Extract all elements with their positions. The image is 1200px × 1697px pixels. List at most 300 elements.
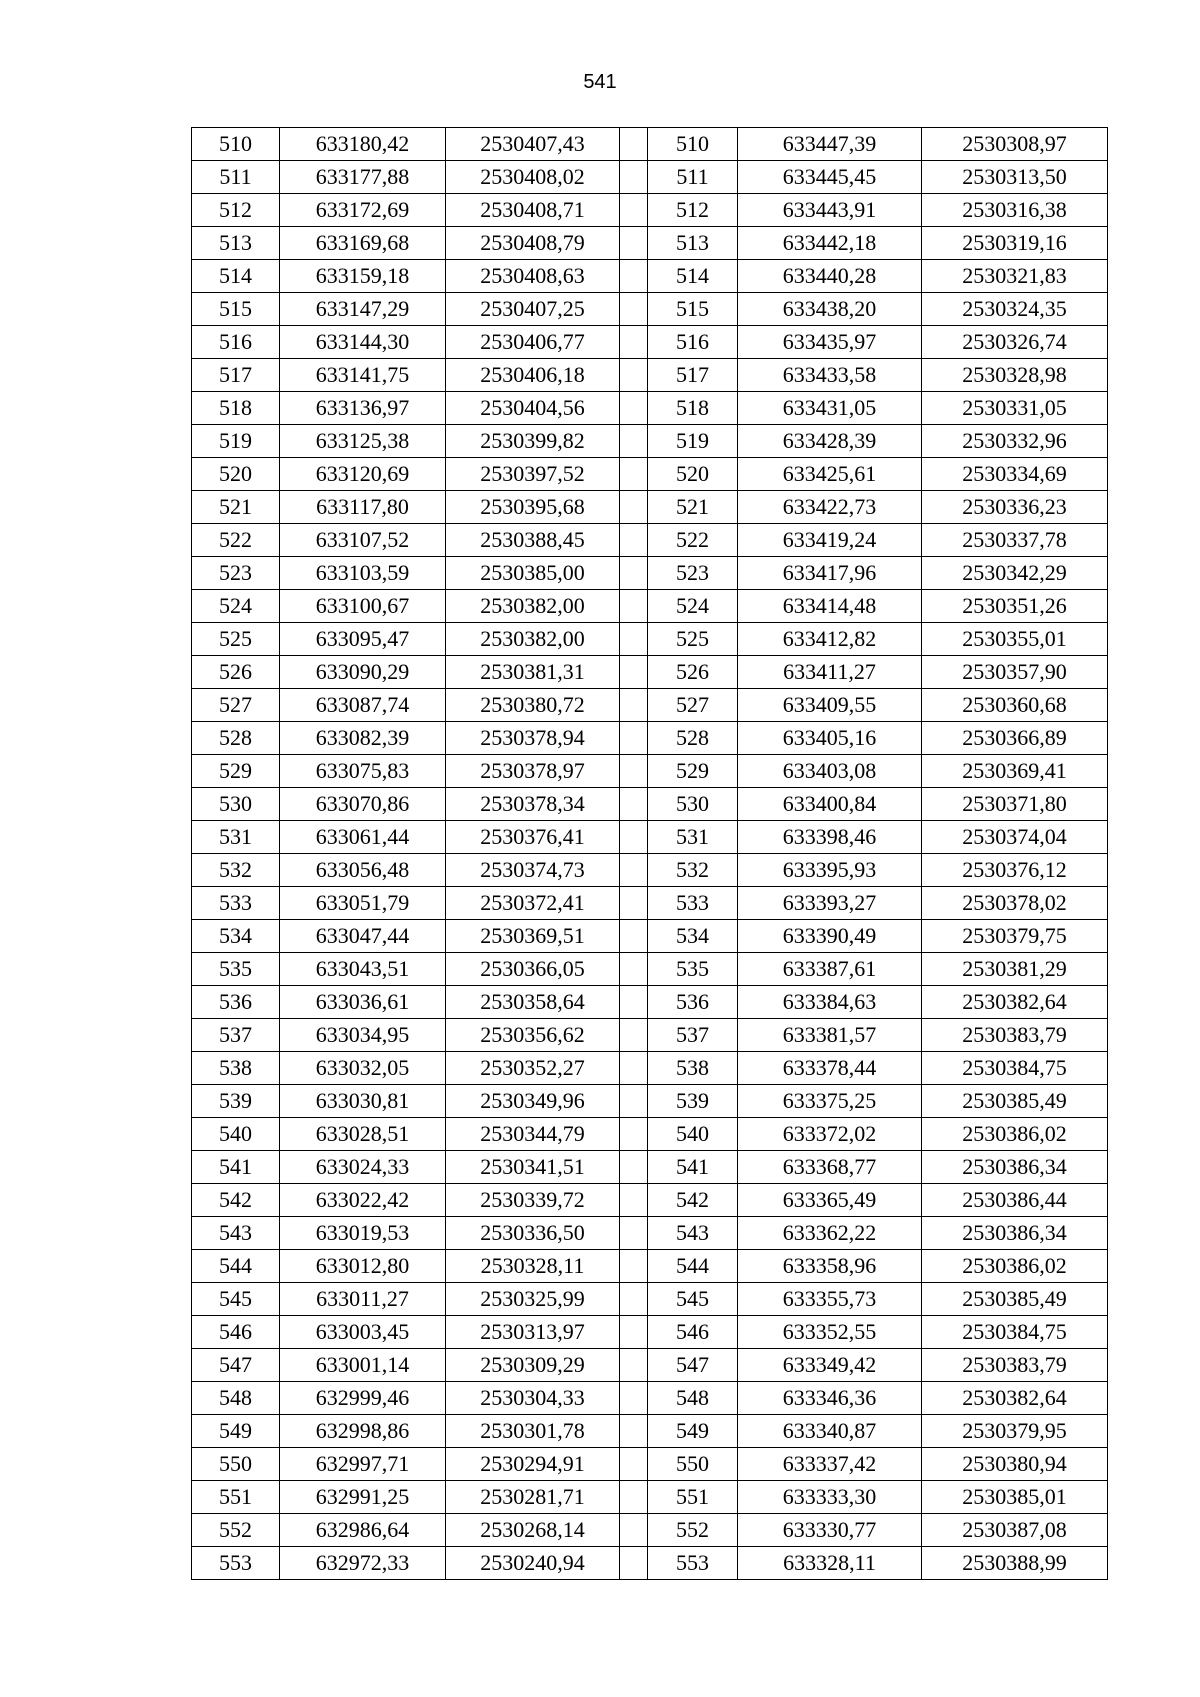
x-coordinate-left: 633011,27 <box>280 1283 446 1316</box>
x-coordinate-left: 633180,42 <box>280 128 446 161</box>
point-number-left: 512 <box>192 194 280 227</box>
x-coordinate-left: 633120,69 <box>280 458 446 491</box>
table-row <box>192 623 1108 656</box>
x-coordinate-left: 633144,30 <box>280 326 446 359</box>
y-coordinate-left: 2530328,11 <box>446 1250 620 1283</box>
table-row <box>192 1382 1108 1415</box>
spacer-cell <box>620 1481 648 1514</box>
point-number-left: 543 <box>192 1217 280 1250</box>
point-number-left: 529 <box>192 755 280 788</box>
y-coordinate-right: 2530383,79 <box>922 1019 1108 1052</box>
point-number-right: 539 <box>648 1085 738 1118</box>
spacer-cell <box>620 1349 648 1382</box>
y-coordinate-right: 2530385,01 <box>922 1481 1108 1514</box>
table-row <box>192 920 1108 953</box>
y-coordinate-left: 2530388,45 <box>446 524 620 557</box>
y-coordinate-left: 2530382,00 <box>446 623 620 656</box>
y-coordinate-left: 2530408,63 <box>446 260 620 293</box>
y-coordinate-left: 2530385,00 <box>446 557 620 590</box>
point-number-left: 515 <box>192 293 280 326</box>
table-row <box>192 788 1108 821</box>
point-number-left: 518 <box>192 392 280 425</box>
spacer-cell <box>620 359 648 392</box>
spacer-cell <box>620 1283 648 1316</box>
table-row <box>192 821 1108 854</box>
point-number-right: 551 <box>648 1481 738 1514</box>
y-coordinate-left: 2530382,00 <box>446 590 620 623</box>
table-row <box>192 1118 1108 1151</box>
y-coordinate-left: 2530408,02 <box>446 161 620 194</box>
y-coordinate-left: 2530339,72 <box>446 1184 620 1217</box>
table-row <box>192 887 1108 920</box>
x-coordinate-right: 633378,44 <box>738 1052 922 1085</box>
spacer-cell <box>620 788 648 821</box>
x-coordinate-left: 633147,29 <box>280 293 446 326</box>
point-number-right: 515 <box>648 293 738 326</box>
point-number-left: 552 <box>192 1514 280 1547</box>
point-number-right: 547 <box>648 1349 738 1382</box>
table-row <box>192 557 1108 590</box>
point-number-right: 525 <box>648 623 738 656</box>
table-row <box>192 1481 1108 1514</box>
x-coordinate-left: 633095,47 <box>280 623 446 656</box>
x-coordinate-left: 633082,39 <box>280 722 446 755</box>
x-coordinate-right: 633435,97 <box>738 326 922 359</box>
point-number-left: 513 <box>192 227 280 260</box>
table-row <box>192 392 1108 425</box>
point-number-right: 537 <box>648 1019 738 1052</box>
spacer-cell <box>620 227 648 260</box>
x-coordinate-right: 633358,96 <box>738 1250 922 1283</box>
x-coordinate-right: 633372,02 <box>738 1118 922 1151</box>
point-number-left: 537 <box>192 1019 280 1052</box>
spacer-cell <box>620 623 648 656</box>
y-coordinate-right: 2530382,64 <box>922 1382 1108 1415</box>
y-coordinate-right: 2530386,02 <box>922 1250 1108 1283</box>
point-number-right: 530 <box>648 788 738 821</box>
spacer-cell <box>620 392 648 425</box>
table-row <box>192 755 1108 788</box>
x-coordinate-right: 633328,11 <box>738 1547 922 1580</box>
point-number-left: 547 <box>192 1349 280 1382</box>
y-coordinate-right: 2530324,35 <box>922 293 1108 326</box>
x-coordinate-right: 633438,20 <box>738 293 922 326</box>
y-coordinate-left: 2530336,50 <box>446 1217 620 1250</box>
y-coordinate-right: 2530357,90 <box>922 656 1108 689</box>
y-coordinate-left: 2530378,94 <box>446 722 620 755</box>
table-row <box>192 1547 1108 1580</box>
x-coordinate-right: 633422,73 <box>738 491 922 524</box>
y-coordinate-right: 2530374,04 <box>922 821 1108 854</box>
spacer-cell <box>620 425 648 458</box>
point-number-right: 538 <box>648 1052 738 1085</box>
spacer-cell <box>620 1448 648 1481</box>
point-number-right: 514 <box>648 260 738 293</box>
x-coordinate-right: 633340,87 <box>738 1415 922 1448</box>
x-coordinate-left: 633043,51 <box>280 953 446 986</box>
x-coordinate-right: 633365,49 <box>738 1184 922 1217</box>
spacer-cell <box>620 821 648 854</box>
y-coordinate-right: 2530387,08 <box>922 1514 1108 1547</box>
spacer-cell <box>620 887 648 920</box>
point-number-right: 513 <box>648 227 738 260</box>
point-number-right: 518 <box>648 392 738 425</box>
y-coordinate-left: 2530407,25 <box>446 293 620 326</box>
x-coordinate-right: 633445,45 <box>738 161 922 194</box>
x-coordinate-left: 633090,29 <box>280 656 446 689</box>
point-number-left: 542 <box>192 1184 280 1217</box>
point-number-right: 519 <box>648 425 738 458</box>
x-coordinate-left: 633001,14 <box>280 1349 446 1382</box>
x-coordinate-left: 633070,86 <box>280 788 446 821</box>
coordinates-table <box>191 127 1108 1580</box>
table-row <box>192 953 1108 986</box>
y-coordinate-right: 2530313,50 <box>922 161 1108 194</box>
x-coordinate-right: 633337,42 <box>738 1448 922 1481</box>
x-coordinate-left: 632999,46 <box>280 1382 446 1415</box>
point-number-left: 522 <box>192 524 280 557</box>
table-row <box>192 1448 1108 1481</box>
y-coordinate-left: 2530374,73 <box>446 854 620 887</box>
spacer-cell <box>620 1415 648 1448</box>
spacer-cell <box>620 1316 648 1349</box>
spacer-cell <box>620 293 648 326</box>
y-coordinate-left: 2530406,77 <box>446 326 620 359</box>
x-coordinate-left: 632998,86 <box>280 1415 446 1448</box>
x-coordinate-left: 633030,81 <box>280 1085 446 1118</box>
spacer-cell <box>620 1184 648 1217</box>
x-coordinate-left: 632991,25 <box>280 1481 446 1514</box>
x-coordinate-left: 633061,44 <box>280 821 446 854</box>
spacer-cell <box>620 953 648 986</box>
table-row <box>192 1217 1108 1250</box>
point-number-left: 541 <box>192 1151 280 1184</box>
y-coordinate-right: 2530383,79 <box>922 1349 1108 1382</box>
x-coordinate-right: 633425,61 <box>738 458 922 491</box>
y-coordinate-left: 2530349,96 <box>446 1085 620 1118</box>
x-coordinate-right: 633368,77 <box>738 1151 922 1184</box>
spacer-cell <box>620 326 648 359</box>
table-row <box>192 161 1108 194</box>
point-number-left: 526 <box>192 656 280 689</box>
y-coordinate-right: 2530342,29 <box>922 557 1108 590</box>
x-coordinate-right: 633431,05 <box>738 392 922 425</box>
point-number-left: 549 <box>192 1415 280 1448</box>
x-coordinate-left: 632986,64 <box>280 1514 446 1547</box>
page-number: 541 <box>583 71 617 93</box>
y-coordinate-left: 2530397,52 <box>446 458 620 491</box>
point-number-right: 546 <box>648 1316 738 1349</box>
y-coordinate-right: 2530371,80 <box>922 788 1108 821</box>
point-number-right: 532 <box>648 854 738 887</box>
x-coordinate-left: 633022,42 <box>280 1184 446 1217</box>
x-coordinate-left: 633177,88 <box>280 161 446 194</box>
point-number-right: 520 <box>648 458 738 491</box>
point-number-left: 546 <box>192 1316 280 1349</box>
y-coordinate-right: 2530308,97 <box>922 128 1108 161</box>
point-number-right: 521 <box>648 491 738 524</box>
x-coordinate-right: 633384,63 <box>738 986 922 1019</box>
point-number-right: 548 <box>648 1382 738 1415</box>
spacer-cell <box>620 557 648 590</box>
point-number-right: 524 <box>648 590 738 623</box>
x-coordinate-right: 633330,77 <box>738 1514 922 1547</box>
point-number-left: 510 <box>192 128 280 161</box>
coordinates-table-body <box>192 128 1108 1580</box>
spacer-cell <box>620 656 648 689</box>
point-number-right: 528 <box>648 722 738 755</box>
point-number-right: 516 <box>648 326 738 359</box>
point-number-left: 530 <box>192 788 280 821</box>
spacer-cell <box>620 755 648 788</box>
y-coordinate-right: 2530332,96 <box>922 425 1108 458</box>
x-coordinate-left: 633047,44 <box>280 920 446 953</box>
y-coordinate-left: 2530378,34 <box>446 788 620 821</box>
x-coordinate-right: 633390,49 <box>738 920 922 953</box>
point-number-right: 541 <box>648 1151 738 1184</box>
point-number-right: 511 <box>648 161 738 194</box>
point-number-left: 550 <box>192 1448 280 1481</box>
y-coordinate-right: 2530328,98 <box>922 359 1108 392</box>
x-coordinate-right: 633381,57 <box>738 1019 922 1052</box>
y-coordinate-left: 2530240,94 <box>446 1547 620 1580</box>
x-coordinate-right: 633398,46 <box>738 821 922 854</box>
y-coordinate-left: 2530313,97 <box>446 1316 620 1349</box>
y-coordinate-left: 2530407,43 <box>446 128 620 161</box>
point-number-left: 553 <box>192 1547 280 1580</box>
spacer-cell <box>620 458 648 491</box>
x-coordinate-left: 633169,68 <box>280 227 446 260</box>
x-coordinate-right: 633400,84 <box>738 788 922 821</box>
point-number-right: 553 <box>648 1547 738 1580</box>
spacer-cell <box>620 1151 648 1184</box>
spacer-cell <box>620 1250 648 1283</box>
point-number-left: 517 <box>192 359 280 392</box>
x-coordinate-right: 633393,27 <box>738 887 922 920</box>
table-row <box>192 1085 1108 1118</box>
table-row <box>192 227 1108 260</box>
y-coordinate-left: 2530304,33 <box>446 1382 620 1415</box>
table-row <box>192 1184 1108 1217</box>
point-number-right: 522 <box>648 524 738 557</box>
table-row <box>192 689 1108 722</box>
y-coordinate-left: 2530381,31 <box>446 656 620 689</box>
x-coordinate-right: 633411,27 <box>738 656 922 689</box>
x-coordinate-right: 633409,55 <box>738 689 922 722</box>
x-coordinate-right: 633419,24 <box>738 524 922 557</box>
table-row <box>192 986 1108 1019</box>
y-coordinate-left: 2530341,51 <box>446 1151 620 1184</box>
x-coordinate-left: 633024,33 <box>280 1151 446 1184</box>
table-row <box>192 590 1108 623</box>
point-number-right: 517 <box>648 359 738 392</box>
x-coordinate-left: 633125,38 <box>280 425 446 458</box>
spacer-cell <box>620 1514 648 1547</box>
x-coordinate-right: 633352,55 <box>738 1316 922 1349</box>
point-number-left: 527 <box>192 689 280 722</box>
y-coordinate-right: 2530334,69 <box>922 458 1108 491</box>
x-coordinate-right: 633443,91 <box>738 194 922 227</box>
x-coordinate-right: 633349,42 <box>738 1349 922 1382</box>
table-row <box>192 1151 1108 1184</box>
x-coordinate-left: 633012,80 <box>280 1250 446 1283</box>
point-number-left: 533 <box>192 887 280 920</box>
x-coordinate-left: 632972,33 <box>280 1547 446 1580</box>
x-coordinate-left: 633019,53 <box>280 1217 446 1250</box>
point-number-right: 534 <box>648 920 738 953</box>
table-row <box>192 1052 1108 1085</box>
y-coordinate-right: 2530337,78 <box>922 524 1108 557</box>
x-coordinate-left: 633107,52 <box>280 524 446 557</box>
point-number-left: 534 <box>192 920 280 953</box>
x-coordinate-left: 633003,45 <box>280 1316 446 1349</box>
table-row <box>192 1316 1108 1349</box>
point-number-right: 535 <box>648 953 738 986</box>
spacer-cell <box>620 689 648 722</box>
y-coordinate-right: 2530326,74 <box>922 326 1108 359</box>
spacer-cell <box>620 1382 648 1415</box>
y-coordinate-right: 2530360,68 <box>922 689 1108 722</box>
y-coordinate-right: 2530369,41 <box>922 755 1108 788</box>
y-coordinate-right: 2530355,01 <box>922 623 1108 656</box>
y-coordinate-right: 2530331,05 <box>922 392 1108 425</box>
spacer-cell <box>620 1118 648 1151</box>
y-coordinate-left: 2530352,27 <box>446 1052 620 1085</box>
x-coordinate-left: 633087,74 <box>280 689 446 722</box>
point-number-left: 531 <box>192 821 280 854</box>
spacer-cell <box>620 722 648 755</box>
spacer-cell <box>620 491 648 524</box>
y-coordinate-left: 2530344,79 <box>446 1118 620 1151</box>
spacer-cell <box>620 1019 648 1052</box>
point-number-left: 548 <box>192 1382 280 1415</box>
point-number-left: 544 <box>192 1250 280 1283</box>
point-number-right: 512 <box>648 194 738 227</box>
spacer-cell <box>620 590 648 623</box>
x-coordinate-right: 633447,39 <box>738 128 922 161</box>
spacer-cell <box>620 920 648 953</box>
point-number-right: 536 <box>648 986 738 1019</box>
x-coordinate-left: 633100,67 <box>280 590 446 623</box>
x-coordinate-left: 633117,80 <box>280 491 446 524</box>
x-coordinate-left: 633028,51 <box>280 1118 446 1151</box>
y-coordinate-left: 2530399,82 <box>446 425 620 458</box>
y-coordinate-right: 2530384,75 <box>922 1052 1108 1085</box>
spacer-cell <box>620 1052 648 1085</box>
y-coordinate-right: 2530336,23 <box>922 491 1108 524</box>
table-row <box>192 1283 1108 1316</box>
y-coordinate-left: 2530268,14 <box>446 1514 620 1547</box>
point-number-left: 514 <box>192 260 280 293</box>
table-row <box>192 1514 1108 1547</box>
point-number-left: 551 <box>192 1481 280 1514</box>
y-coordinate-right: 2530378,02 <box>922 887 1108 920</box>
y-coordinate-right: 2530380,94 <box>922 1448 1108 1481</box>
x-coordinate-left: 633056,48 <box>280 854 446 887</box>
x-coordinate-right: 633417,96 <box>738 557 922 590</box>
point-number-right: 545 <box>648 1283 738 1316</box>
table-row <box>192 425 1108 458</box>
y-coordinate-left: 2530369,51 <box>446 920 620 953</box>
y-coordinate-left: 2530376,41 <box>446 821 620 854</box>
table-row <box>192 1250 1108 1283</box>
point-number-right: 543 <box>648 1217 738 1250</box>
y-coordinate-right: 2530385,49 <box>922 1085 1108 1118</box>
y-coordinate-left: 2530281,71 <box>446 1481 620 1514</box>
x-coordinate-left: 633032,05 <box>280 1052 446 1085</box>
table-row <box>192 854 1108 887</box>
point-number-left: 519 <box>192 425 280 458</box>
y-coordinate-left: 2530301,78 <box>446 1415 620 1448</box>
x-coordinate-right: 633387,61 <box>738 953 922 986</box>
x-coordinate-left: 633141,75 <box>280 359 446 392</box>
spacer-cell <box>620 194 648 227</box>
y-coordinate-right: 2530386,34 <box>922 1151 1108 1184</box>
spacer-cell <box>620 1217 648 1250</box>
point-number-right: 544 <box>648 1250 738 1283</box>
y-coordinate-right: 2530384,75 <box>922 1316 1108 1349</box>
x-coordinate-left: 633051,79 <box>280 887 446 920</box>
x-coordinate-right: 633442,18 <box>738 227 922 260</box>
point-number-left: 528 <box>192 722 280 755</box>
spacer-cell <box>620 1547 648 1580</box>
table-row <box>192 326 1108 359</box>
table-row <box>192 458 1108 491</box>
x-coordinate-right: 633346,36 <box>738 1382 922 1415</box>
x-coordinate-left: 633034,95 <box>280 1019 446 1052</box>
y-coordinate-right: 2530379,75 <box>922 920 1108 953</box>
point-number-left: 539 <box>192 1085 280 1118</box>
x-coordinate-left: 633103,59 <box>280 557 446 590</box>
y-coordinate-right: 2530319,16 <box>922 227 1108 260</box>
y-coordinate-left: 2530356,62 <box>446 1019 620 1052</box>
spacer-cell <box>620 524 648 557</box>
point-number-left: 516 <box>192 326 280 359</box>
x-coordinate-right: 633403,08 <box>738 755 922 788</box>
table-row <box>192 524 1108 557</box>
spacer-cell <box>620 161 648 194</box>
table-row <box>192 722 1108 755</box>
y-coordinate-left: 2530378,97 <box>446 755 620 788</box>
spacer-cell <box>620 854 648 887</box>
table-row <box>192 293 1108 326</box>
table-row <box>192 1415 1108 1448</box>
y-coordinate-left: 2530366,05 <box>446 953 620 986</box>
point-number-left: 545 <box>192 1283 280 1316</box>
y-coordinate-left: 2530372,41 <box>446 887 620 920</box>
point-number-right: 526 <box>648 656 738 689</box>
table-row <box>192 128 1108 161</box>
x-coordinate-right: 633375,25 <box>738 1085 922 1118</box>
table-row <box>192 194 1108 227</box>
point-number-left: 525 <box>192 623 280 656</box>
table-row <box>192 1349 1108 1382</box>
spacer-cell <box>620 1085 648 1118</box>
point-number-right: 523 <box>648 557 738 590</box>
y-coordinate-right: 2530366,89 <box>922 722 1108 755</box>
table-row <box>192 1019 1108 1052</box>
spacer-cell <box>620 260 648 293</box>
point-number-left: 521 <box>192 491 280 524</box>
x-coordinate-left: 633159,18 <box>280 260 446 293</box>
point-number-right: 510 <box>648 128 738 161</box>
y-coordinate-right: 2530316,38 <box>922 194 1108 227</box>
point-number-left: 538 <box>192 1052 280 1085</box>
y-coordinate-left: 2530358,64 <box>446 986 620 1019</box>
point-number-right: 542 <box>648 1184 738 1217</box>
y-coordinate-right: 2530388,99 <box>922 1547 1108 1580</box>
y-coordinate-left: 2530406,18 <box>446 359 620 392</box>
